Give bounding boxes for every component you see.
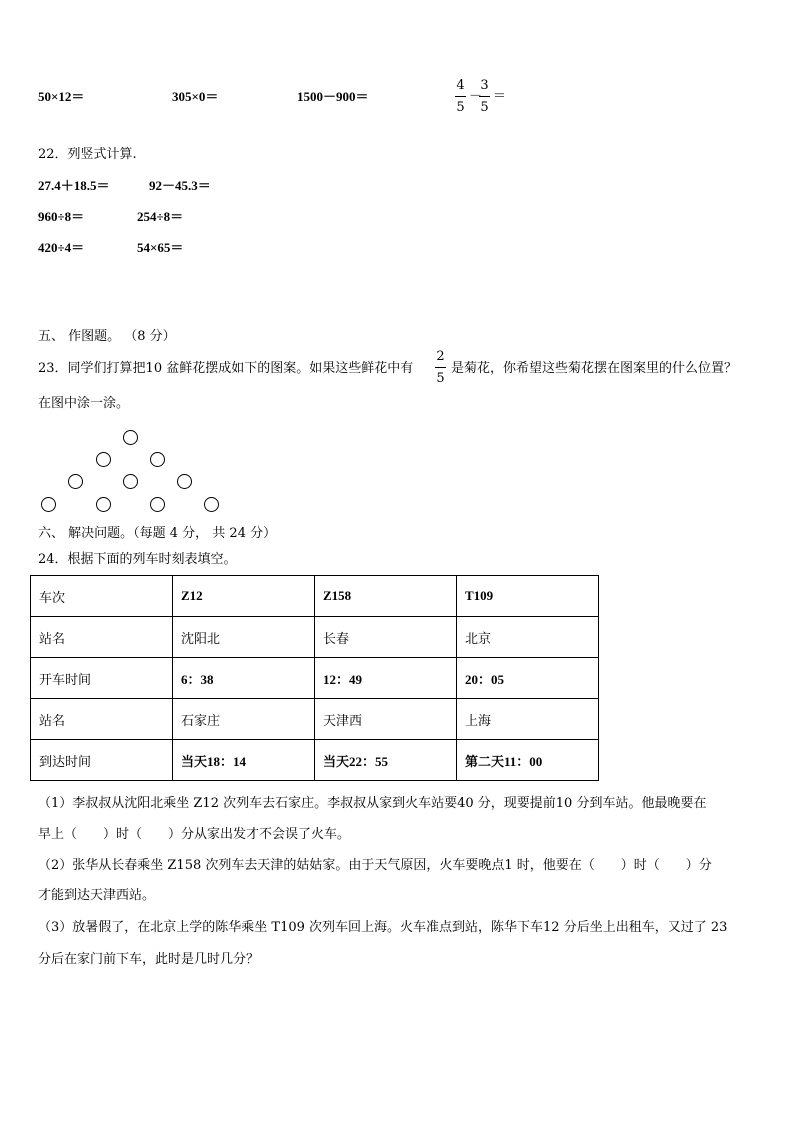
q24-sub2-line2: 才能到达天津西站。 (38, 888, 156, 903)
table-cell: 到达时间 (31, 740, 173, 781)
minus-sign: － (469, 89, 483, 104)
table-cell: 20：05 (457, 658, 599, 699)
fraction-denominator: 5 (480, 100, 489, 115)
q22-item: 54×65＝ (137, 240, 184, 255)
q23-line-2: 在图中涂一涂。 (38, 396, 130, 411)
q22-item: 92－45.3＝ (149, 178, 211, 193)
q24-sub2-line1: （2）张华从长春乘坐 Z158 次列车去天津的姑姑家。由于天气原因，火车要晚点1 时，他要在（ ）时（ ）分 (38, 858, 712, 873)
table-cell: T109 (457, 576, 599, 617)
q22-item: 254÷8＝ (137, 209, 184, 224)
fraction-two-fifths (435, 350, 446, 385)
fraction-denominator: 5 (456, 100, 465, 115)
flower-circle[interactable] (41, 497, 56, 512)
train-timetable (30, 575, 599, 781)
flower-circle[interactable] (68, 474, 83, 489)
flower-circle[interactable] (123, 474, 138, 489)
q23-text-after: 是菊花，你希望这些菊花摆在图案里的什么位置？ (451, 361, 738, 376)
fraction-numerator: 4 (456, 78, 465, 93)
table-row (31, 740, 599, 781)
q24-sub3-line1: （3）放暑假了，在北京上学的陈华乘坐 T109 次列车回上海。火车准点到站，陈华下车12 分后坐上出租车，又过了 23 (38, 920, 728, 935)
flower-circle[interactable] (177, 474, 192, 489)
calc-item-2: 305×0＝ (172, 89, 219, 104)
table-row (31, 658, 599, 699)
flower-circle[interactable] (150, 497, 165, 512)
q22-item: 27.4＋18.5＝ (38, 178, 110, 193)
table-cell: 天津西 (315, 699, 457, 740)
fraction-numerator: 3 (480, 78, 489, 93)
q22-item: 420÷4＝ (38, 240, 85, 255)
fraction-denominator: 5 (436, 371, 445, 386)
q24-sub3-line2: 分后在家门前下车，此时是几时几分？ (38, 952, 260, 967)
fraction-bar (455, 96, 466, 97)
table-cell: 站名 (31, 699, 173, 740)
table-cell: 长春 (315, 617, 457, 658)
q24-title: 24．根据下面的列车时刻表填空。 (38, 552, 237, 567)
calc-item-3: 1500－900＝ (297, 89, 369, 104)
equals-sign: ＝ (493, 89, 507, 104)
table-row (31, 576, 599, 617)
table-cell: 开车时间 (31, 658, 173, 699)
table-cell: 沈阳北 (173, 617, 315, 658)
table-cell: 石家庄 (173, 699, 315, 740)
flower-circle[interactable] (123, 430, 138, 445)
flower-circle[interactable] (96, 497, 111, 512)
table-row (31, 699, 599, 740)
table-row (31, 617, 599, 658)
table-cell: 车次 (31, 576, 173, 617)
table-cell: 当天22：55 (315, 740, 457, 781)
table-cell: 第二天11：00 (457, 740, 599, 781)
table-cell: 站名 (31, 617, 173, 658)
table-cell: 上海 (457, 699, 599, 740)
flower-circle[interactable] (150, 452, 165, 467)
flower-circle[interactable] (204, 497, 219, 512)
fraction-bar (435, 367, 446, 368)
q24-sub1-line2: 早上（ ）时（ ）分从家出发才不会误了火车。 (38, 827, 351, 842)
fraction-four-fifths (455, 79, 466, 114)
q22-item: 960÷8＝ (38, 209, 85, 224)
fraction-three-fifths (479, 79, 490, 114)
fraction-bar (479, 96, 490, 97)
q23-text-before: 23．同学们打算把10 盆鲜花摆成如下的图案。如果这些鲜花中有 (38, 361, 414, 376)
table-cell: 12：49 (315, 658, 457, 699)
section-5-title: 五、 作图题。 （8 分） (38, 329, 176, 344)
q22-title: 22．列竖式计算. (38, 147, 137, 162)
table-cell: Z12 (173, 576, 315, 617)
table-cell: 6：38 (173, 658, 315, 699)
table-cell: 北京 (457, 617, 599, 658)
table-cell: 当天18：14 (173, 740, 315, 781)
flower-circle[interactable] (96, 452, 111, 467)
table-cell: Z158 (315, 576, 457, 617)
q24-sub1-line1: （1）李叔叔从沈阳北乘坐 Z12 次列车去石家庄。李叔叔从家到火车站要40 分，现要提前10 分到车站。他最晚要在 (38, 796, 707, 811)
calc-item-1: 50×12＝ (38, 89, 85, 104)
fraction-numerator: 2 (436, 349, 445, 364)
section-6-title: 六、 解决问题。（每题 4 分， 共 24 分） (38, 526, 277, 541)
